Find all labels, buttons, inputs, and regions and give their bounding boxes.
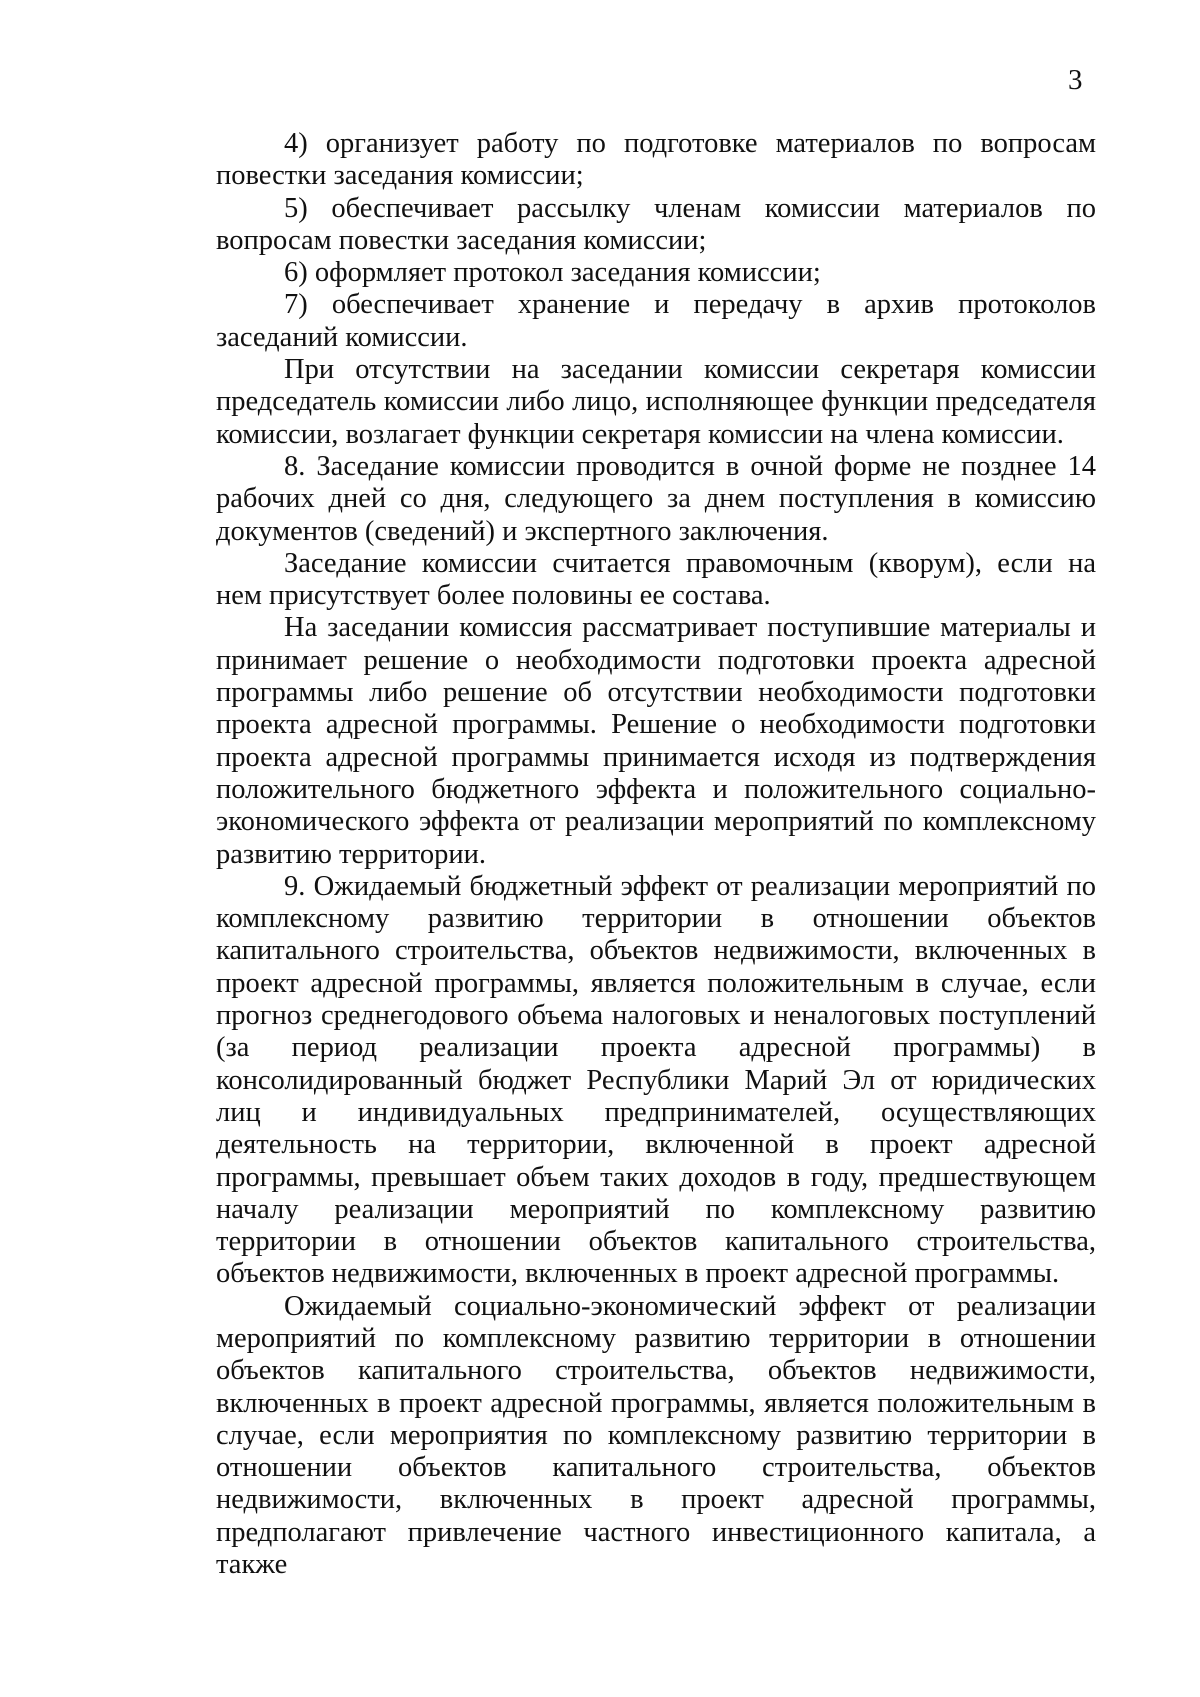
clause-9-budget-effect-paragraph: 9. Ожидаемый бюджетный эффект от реализации мероприятий по комплексному развитию территории в отношении объектов капитального строительства, объектов недвижимости, включенных в проект адресной программы, является положительным в случае, если прогноз среднегодового объема налоговых и неналоговых поступлений (за период реализации проекта адресной программы) в консолидированный бюджет Республики Марий Эл от юридических лиц и индивидуальных предпринимателей, осуществляющих деятельность на территории, включенной в проект адресной программы, превышает объем таких доходов в году, предшествующем началу реализации мероприятий по комплексному развитию территории в отношении объектов капитального строительства, объектов недвижимости, включенных в проект адресной программы. <box>216 870 1096 1290</box>
page-number: 3 <box>1068 64 1083 96</box>
document-body <box>216 128 1096 1581</box>
list-item-5: 5) обеспечивает рассылку членам комиссии материалов по вопросам повестки заседания комиссии; <box>216 192 1096 256</box>
commission-decision-paragraph: На заседании комиссия рассматривает поступившие материалы и принимает решение о необходимости подготовки проекта адресной программы либо решение об отсутствии необходимости подготовки проекта адресной программы. Решение о необходимости подготовки проекта адресной программы принимается исходя из подтверждения положительного бюджетного эффекта и положительного социально-экономического эффекта от реализации мероприятий по комплексному развитию территории. <box>216 612 1096 870</box>
quorum-paragraph: Заседание комиссии считается правомочным (кворум), если на нем присутствует более половины ее состава. <box>216 547 1096 612</box>
list-item-4: 4) организует работу по подготовке материалов по вопросам повестки заседания комиссии; <box>216 128 1096 192</box>
clause-8-paragraph: 8. Заседание комиссии проводится в очной форме не позднее 14 рабочих дней со дня, следующего за днем поступления в комиссию документов (сведений) и экспертного заключения. <box>216 450 1096 547</box>
socio-economic-effect-paragraph: Ожидаемый социально-экономический эффект от реализации мероприятий по комплексному развитию территории в отношении объектов капитального строительства, объектов недвижимости, включенных в проект адресной программы, является положительным в случае, если мероприятия по комплексному развитию территории в отношении объектов капитального строительства, объектов недвижимости, включенных в проект адресной программы, предполагают привлечение частного инвестиционного капитала, а также <box>216 1290 1096 1581</box>
list-item-7: 7) обеспечивает хранение и передачу в архив протоколов заседаний комиссии. <box>216 289 1096 353</box>
list-item-6: 6) оформляет протокол заседания комиссии; <box>284 257 821 289</box>
secretary-absence-paragraph: При отсутствии на заседании комиссии секретаря комиссии председатель комиссии либо лицо, исполняющее функции председателя комиссии, возлагает функции секретаря комиссии на члена комиссии. <box>216 354 1096 450</box>
